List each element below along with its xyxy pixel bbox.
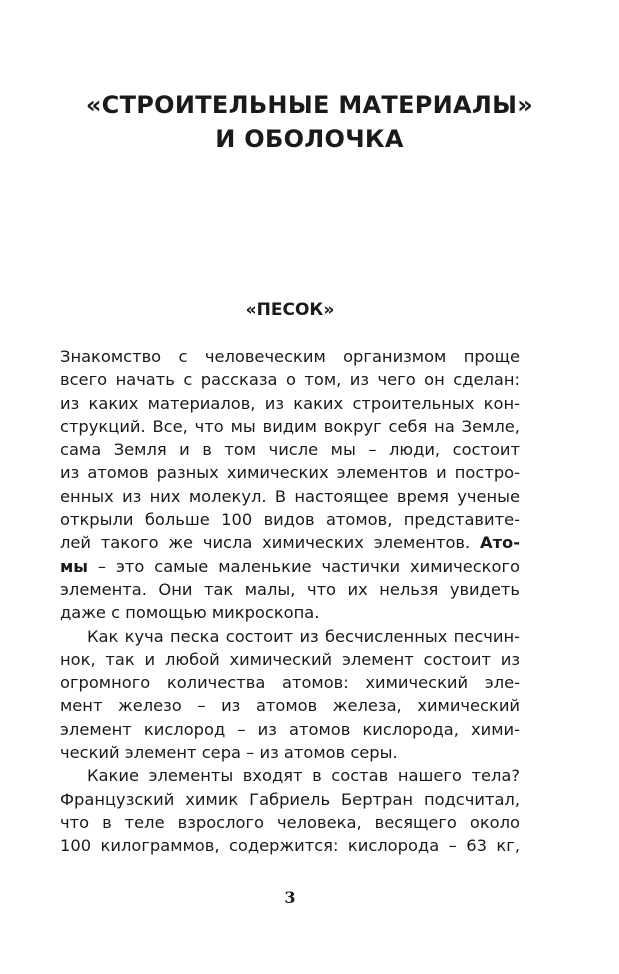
text-line: енных из них молекул. В настоящее время ученые: [60, 486, 520, 506]
text-line: Знакомство с человеческим организмом проще: [60, 347, 520, 366]
text-line: из каких материалов, из каких строительных кон-: [60, 393, 520, 413]
text-line: элемента. Они так малы, что их нельзя увидеть: [60, 579, 520, 599]
text-line: ческий элемент сера – из атомов серы.: [60, 743, 398, 763]
text-line: что в теле взрослого человека, весящего около: [60, 812, 520, 832]
text-line-with-term: [60, 531, 520, 554]
text-line: мент железо – из атомов железа, химический: [60, 696, 520, 716]
paragraph-1: [60, 345, 520, 625]
text-line: всего начать с рассказа о том, из чего он сделан:: [60, 370, 520, 390]
text-line: из атомов разных химических элементов и постро-: [60, 463, 520, 483]
section-title: «ПЕСОК»: [245, 300, 335, 320]
text-line: даже с помощью микроскопа.: [60, 603, 320, 623]
text-segment: лей такого же числа химических элементов.: [60, 533, 471, 553]
text-line: нок, так и любой химический элемент состоит из: [60, 649, 520, 669]
text-line: элемент кислород – из атомов кислорода, хими-: [60, 719, 520, 739]
text-line: струкций. Все, что мы видим вокруг себя на Земле,: [60, 416, 520, 436]
paragraph-2: [60, 625, 520, 765]
text-line: Как куча песка состоит из бесчисленных песчин-: [87, 626, 520, 646]
bold-term-atoms-part-1: Ато-: [480, 533, 520, 553]
text-segment: – это самые маленькие частички химического: [88, 556, 520, 576]
text-line: 100 килограммов, содержится: кислорода – 63 кг,: [60, 836, 520, 856]
text-line: сама Земля и в том числе мы – люди, состоит: [60, 440, 520, 460]
text-line: Какие элементы входят в состав нашего тела?: [87, 766, 520, 786]
chapter-title: [0, 88, 619, 156]
text-line: огромного количества атомов: химический эле-: [60, 673, 520, 693]
text-line: Французский химик Габриель Бертран подсчитал,: [60, 789, 520, 809]
text-line-with-term: [60, 555, 520, 578]
page-number: 3: [284, 888, 296, 907]
chapter-title-line-1: «СТРОИТЕЛЬНЫЕ МАТЕРИАЛЫ»: [85, 91, 534, 119]
chapter-title-line-2: И ОБОЛОЧКА: [215, 125, 404, 153]
bold-term-atoms-part-2: мы: [60, 556, 89, 576]
body-text: [60, 345, 520, 858]
paragraph-3: [60, 764, 520, 857]
text-line: открыли больше 100 видов атомов, представите-: [60, 510, 520, 530]
